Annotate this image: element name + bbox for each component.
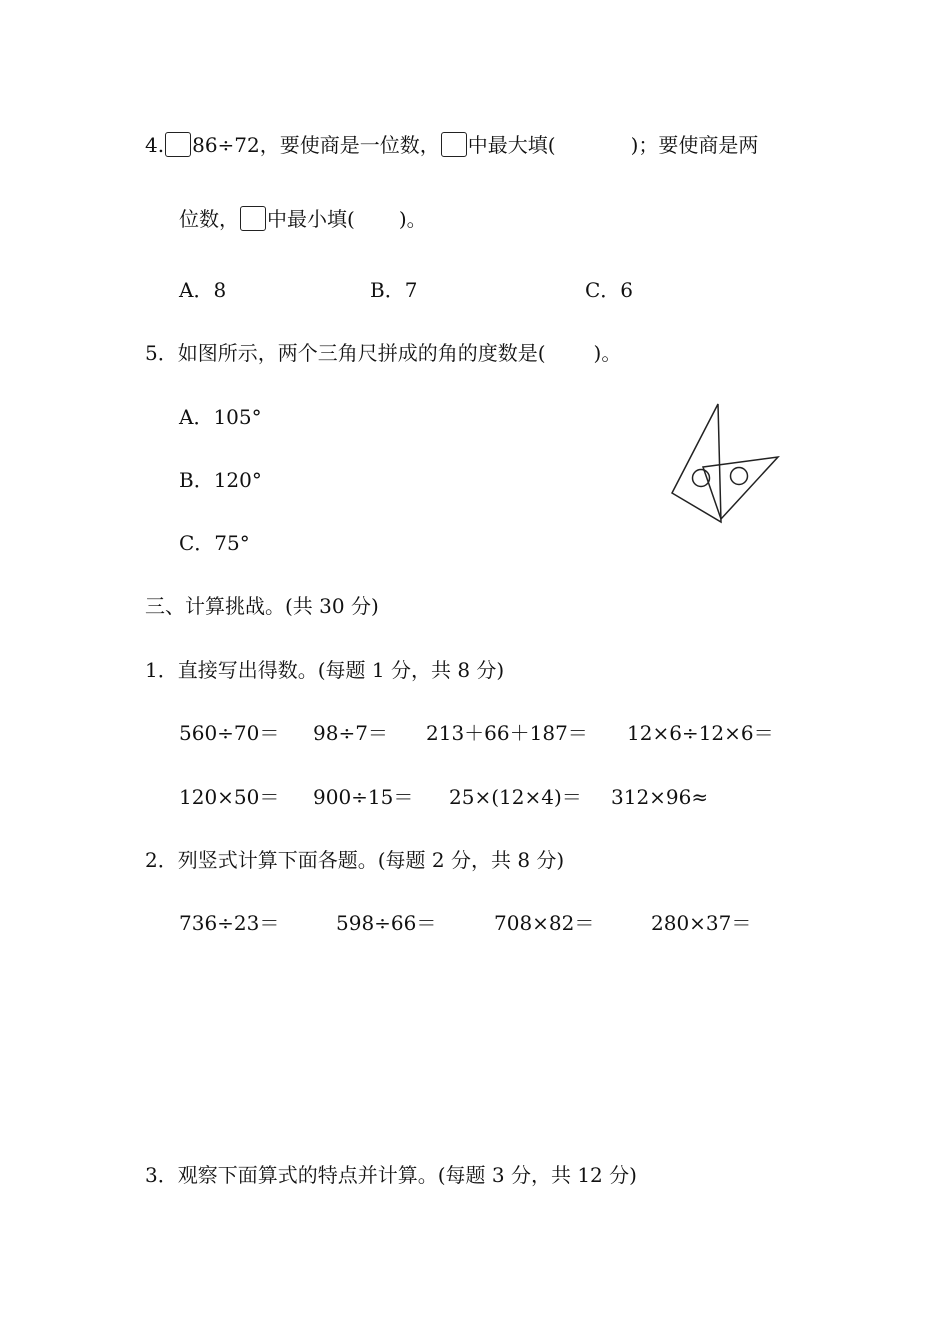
q4-text-1: 86÷72，要使商是一位数， [192,133,440,157]
q5-end: )。 [593,341,622,365]
blank-box[interactable] [240,206,266,231]
calc-item: 25×(12×4)＝ [449,785,582,809]
calc-item: 280×37＝ [651,911,752,935]
calc-item: 708×82＝ [494,911,595,935]
q4-line2 [179,205,427,233]
q4-line1 [145,131,758,159]
triangle-ruler-right [703,457,778,519]
calc-item: 736÷23＝ [179,911,280,935]
q4-option-c[interactable]: C．6 [585,278,634,302]
calc-item: 560÷70＝ [179,721,280,745]
q5-question [145,339,621,367]
calc-item: 98÷7＝ [313,721,388,745]
calc-item: 312×96≈ [611,785,709,809]
sub3-title: 3．观察下面算式的特点并计算。(每题 3 分，共 12 分) [145,1163,637,1187]
q5-option-a[interactable]: A．105° [179,405,262,429]
q4-text-5: 中最小填( [267,207,355,231]
calc-item: 120×50＝ [179,785,280,809]
calc-item: 213＋66＋187＝ [426,721,588,745]
calc-item: 598÷66＝ [336,911,437,935]
section3-title: 三、计算挑战。(共 30 分) [145,594,379,618]
ruler-hole-right [731,468,748,485]
sub2-title: 2．列竖式计算下面各题。(每题 2 分，共 8 分) [145,848,565,872]
calc-item: 900÷15＝ [313,785,414,809]
q4-text-4: 位数， [179,207,239,231]
q4-text-6: )。 [398,207,427,231]
triangle-ruler-left [672,404,721,522]
q5-option-b[interactable]: B．120° [179,468,262,492]
sub1-title: 1．直接写出得数。(每题 1 分，共 8 分) [145,658,505,682]
q5-text: 5．如图所示，两个三角尺拼成的角的度数是( [145,341,546,365]
blank-box[interactable] [441,132,467,157]
q4-text-3: )；要使商是两 [630,133,759,157]
triangle-rulers-figure [660,395,790,530]
q4-option-b[interactable]: B．7 [370,278,418,302]
q4-text-2: 中最大填( [467,133,556,157]
q5-option-c[interactable]: C．75° [179,531,250,555]
q4-option-a[interactable]: A．8 [179,278,227,302]
blank-box[interactable] [165,132,191,157]
calc-item: 12×6÷12×6＝ [627,721,774,745]
q4-number: 4. [145,133,165,157]
